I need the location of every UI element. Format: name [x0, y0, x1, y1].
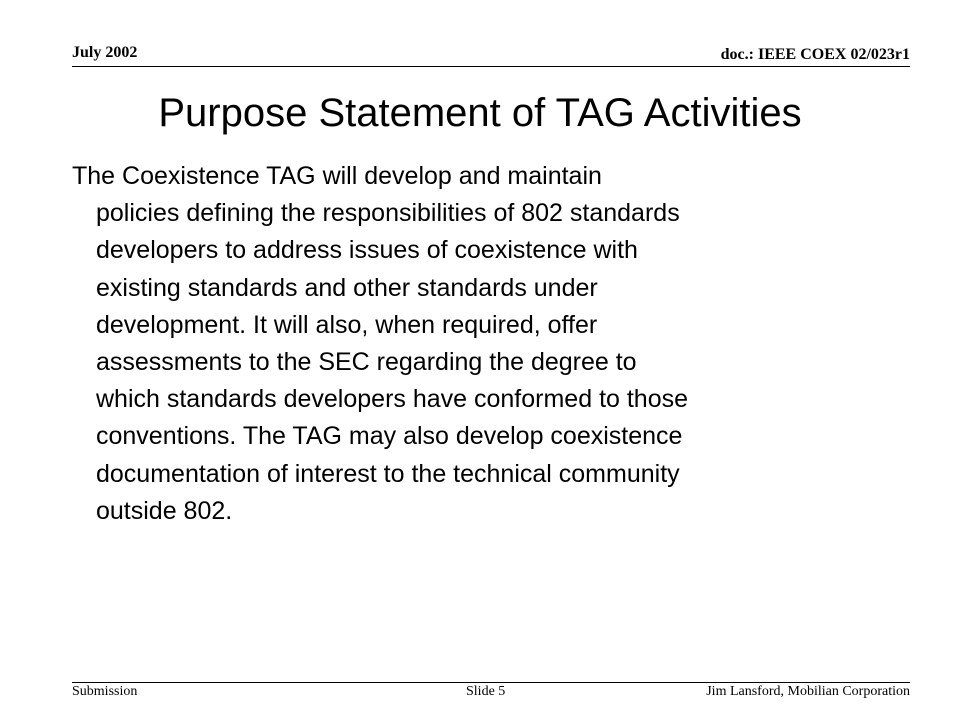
footer-submission: Submission: [72, 684, 138, 699]
footer-divider: [72, 682, 910, 683]
header-doc-id: doc.: IEEE COEX 02/023r1: [720, 46, 910, 63]
body-paragraph: [72, 158, 892, 530]
header-divider: [72, 66, 910, 67]
body-line: documentation of interest to the technical community: [96, 459, 680, 488]
body-line: conventions. The TAG may also develop coexistence: [96, 422, 683, 451]
body-line: existing standards and other standards under: [96, 273, 598, 302]
body-line: development. It will also, when required, offer: [96, 310, 598, 339]
slide-title: Purpose Statement of TAG Activities: [158, 91, 802, 135]
body-line: The Coexistence TAG will develop and maintain: [72, 162, 602, 190]
body-line: policies defining the responsibilities of 802 standards: [96, 199, 680, 228]
body-line: assessments to the SEC regarding the degree to: [96, 348, 637, 377]
footer-author: Jim Lansford, Mobilian Corporation: [706, 684, 910, 699]
body-line: which standards developers have conformed to those: [96, 385, 689, 414]
body-line: developers to address issues of coexistence with: [96, 236, 638, 265]
footer-slide-number: Slide 5: [466, 684, 506, 699]
header-date: July 2002: [72, 44, 138, 61]
body-line: outside 802.: [96, 496, 233, 525]
